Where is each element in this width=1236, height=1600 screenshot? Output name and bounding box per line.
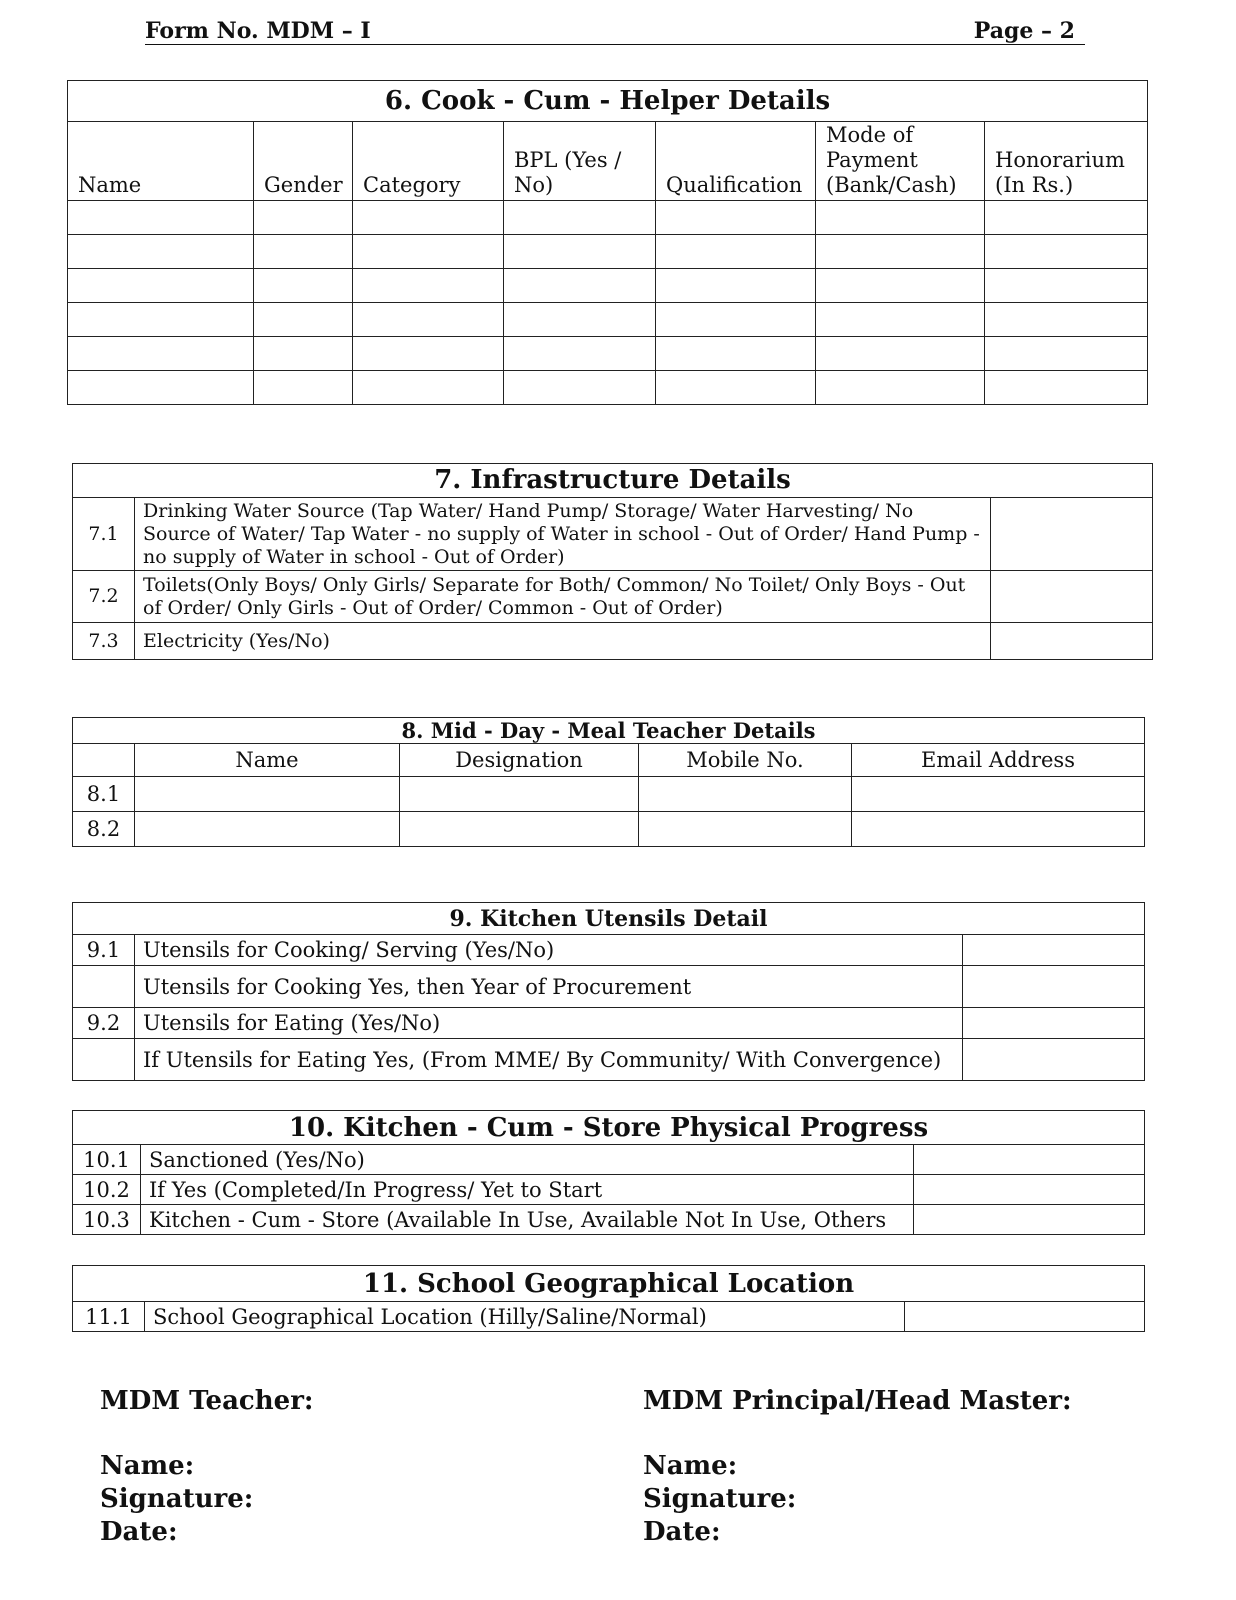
principal-signature-block xyxy=(643,1385,1072,1549)
table-row xyxy=(68,201,1148,235)
table-row xyxy=(68,303,1148,337)
geo-location-table xyxy=(72,1265,1145,1332)
col-honorarium: Honorarium (In Rs.) xyxy=(985,122,1148,201)
row-number xyxy=(73,966,135,1008)
row-number: 10.2 xyxy=(73,1175,141,1205)
col-designation: Designation xyxy=(400,744,639,777)
section10-title: 10. Kitchen - Cum - Store Physical Progress xyxy=(73,1111,1145,1145)
row-number: 9.1 xyxy=(73,935,135,966)
mdm-teacher-table xyxy=(72,717,1145,847)
answer-cell[interactable] xyxy=(991,623,1153,660)
kitchen-utensils-table xyxy=(72,902,1145,1081)
table-row xyxy=(73,812,1145,847)
row-number xyxy=(73,1039,135,1081)
teacher-role: MDM Teacher: xyxy=(100,1386,314,1416)
name-label: Name: xyxy=(643,1451,738,1481)
col-category: Category xyxy=(353,122,504,201)
answer-cell[interactable] xyxy=(914,1145,1145,1175)
table-row xyxy=(68,269,1148,303)
row-label: Utensils for Cooking/ Serving (Yes/No) xyxy=(135,935,963,966)
answer-cell[interactable] xyxy=(991,498,1153,571)
section6-title: 6. Cook - Cum - Helper Details xyxy=(68,81,1148,122)
row-number: 9.2 xyxy=(73,1008,135,1039)
signature-label: Signature: xyxy=(643,1484,797,1514)
cook-helper-table xyxy=(67,80,1148,405)
row-number: 7.3 xyxy=(73,623,135,660)
section8-title: 8. Mid - Day - Meal Teacher Details xyxy=(73,718,1145,744)
table-row xyxy=(73,777,1145,812)
name-label: Name: xyxy=(100,1451,195,1481)
signature-label: Signature: xyxy=(100,1484,254,1514)
row-label: Kitchen - Cum - Store (Available In Use, Available Not In Use, Others xyxy=(141,1205,914,1235)
row-number: 10.1 xyxy=(73,1145,141,1175)
form-header xyxy=(145,18,1085,45)
answer-cell[interactable] xyxy=(991,571,1153,623)
col-payment-mode: Mode of Payment (Bank/Cash) xyxy=(816,122,985,201)
col-email: Email Address xyxy=(852,744,1145,777)
page-number: Page – 2 xyxy=(973,18,1075,44)
row-number: 8.2 xyxy=(73,812,135,847)
date-label: Date: xyxy=(643,1517,721,1547)
answer-cell[interactable] xyxy=(963,1039,1145,1081)
row-label: Electricity (Yes/No) xyxy=(135,623,991,660)
row-label: School Geographical Location (Hilly/Saline/Normal) xyxy=(145,1302,905,1332)
row-number: 10.3 xyxy=(73,1205,141,1235)
answer-cell[interactable] xyxy=(905,1302,1145,1332)
principal-role: MDM Principal/Head Master: xyxy=(643,1386,1072,1416)
answer-cell[interactable] xyxy=(914,1205,1145,1235)
row-label: If Yes (Completed/In Progress/ Yet to Start xyxy=(141,1175,914,1205)
col-mobile: Mobile No. xyxy=(639,744,852,777)
form-number: Form No. MDM – I xyxy=(145,18,371,44)
row-label: Utensils for Eating (Yes/No) xyxy=(135,1008,963,1039)
row-label: If Utensils for Eating Yes, (From MME/ By Community/ With Convergence) xyxy=(135,1039,963,1081)
col-name: Name xyxy=(68,122,254,201)
row-number: 7.1 xyxy=(73,498,135,571)
section11-title: 11. School Geographical Location xyxy=(73,1266,1145,1302)
row-number: 7.2 xyxy=(73,571,135,623)
section9-title: 9. Kitchen Utensils Detail xyxy=(73,903,1145,935)
col-gender: Gender xyxy=(254,122,353,201)
row-label: Toilets(Only Boys/ Only Girls/ Separate for Both/ Common/ No Toilet/ Only Boys - Out of Order/ Only Girls - Out of Order/ Common - Out of Order) xyxy=(135,571,991,623)
answer-cell[interactable] xyxy=(963,935,1145,966)
table-row xyxy=(68,371,1148,405)
col-qualification: Qualification xyxy=(656,122,816,201)
row-number: 11.1 xyxy=(73,1302,145,1332)
answer-cell[interactable] xyxy=(963,1008,1145,1039)
teacher-signature-block xyxy=(100,1385,313,1549)
infrastructure-table xyxy=(72,463,1153,660)
table-row xyxy=(68,337,1148,371)
date-label: Date: xyxy=(100,1517,178,1547)
row-label: Utensils for Cooking Yes, then Year of Procurement xyxy=(135,966,963,1008)
table-row xyxy=(68,235,1148,269)
col-name: Name xyxy=(135,744,400,777)
col-bpl: BPL (Yes / No) xyxy=(504,122,656,201)
answer-cell[interactable] xyxy=(914,1175,1145,1205)
row-number: 8.1 xyxy=(73,777,135,812)
answer-cell[interactable] xyxy=(963,966,1145,1008)
row-label: Drinking Water Source (Tap Water/ Hand Pump/ Storage/ Water Harvesting/ No Source of Water/ Tap Water - no supply of Water in school - Out of Order/ Hand Pump - no supply of Water in school - Out of Order) xyxy=(135,498,991,571)
kitchen-store-table xyxy=(72,1110,1145,1235)
row-label: Sanctioned (Yes/No) xyxy=(141,1145,914,1175)
section7-title: 7. Infrastructure Details xyxy=(73,464,1153,498)
